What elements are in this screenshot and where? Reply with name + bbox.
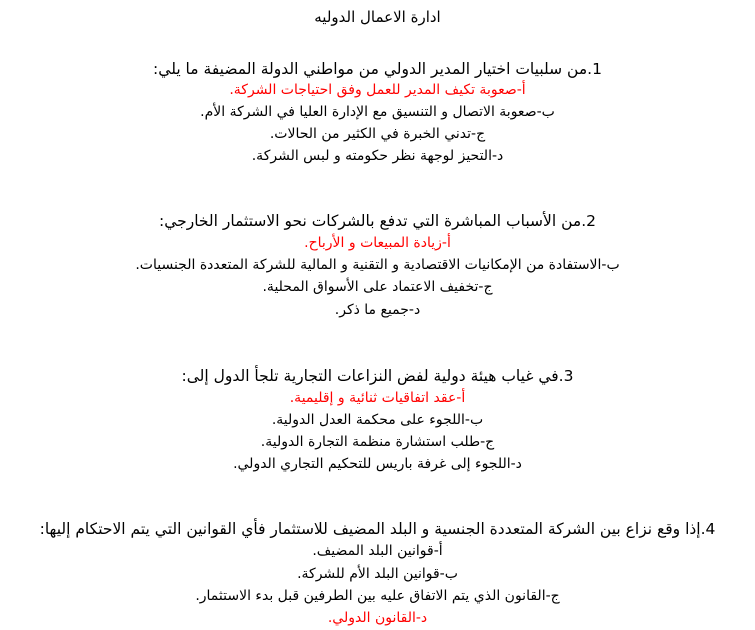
option-b: ب-اللجوء على محكمة العدل الدولية. [271,412,484,428]
option-b: ب-قوانين البلد الأم للشركة. [297,566,458,582]
question-text: 1.من سلبيات اختيار المدير الدولي من مواطني الدولة المضيفة ما يلي: [153,60,602,78]
option-c: ج-القانون الذي يتم الاتفاق عليه بين الطرفين قبل بدء الاستثمار. [195,588,560,604]
option-d: د-القانون الدولي. [327,610,428,626]
option-d: د-اللجوء إلى غرفة باريس للتحكيم التجاري الدولي. [233,456,522,472]
option-a: أ-عقد اتفاقيات ثنائية و إقليمية. [289,390,466,406]
option-b: ب-صعوبة الاتصال و التنسيق مع الإدارة العليا في الشركة الأم. [200,104,555,120]
option-c: ج-تدني الخبرة في الكثير من الحالات. [269,126,486,142]
document-title: ادارة الاعمال الدوليه [314,8,441,26]
option-d: د-التحيز لوجهة نظر حكومته و لبس الشركة. [251,148,504,164]
option-a: أ-زيادة المبيعات و الأرباح. [304,235,451,251]
option-a: أ-قوانين البلد المضيف. [312,543,443,559]
option-a: أ-صعوبة تكيف المدير للعمل وفق احتياجات الشركة. [229,82,526,98]
question-text: 3.في غياب هيئة دولية لفض النزاعات التجارية تلجأ الدول إلى: [181,367,574,385]
option-c: ج-طلب استشارة منظمة التجارة الدولية. [260,434,495,450]
option-c: ج-تخفيف الاعتماد على الأسواق المحلية. [262,279,493,295]
question-text: 2.من الأسباب المباشرة التي تدفع بالشركات نحو الاستثمار الخارجي: [158,212,596,230]
option-d: د-جميع ما ذكر. [334,302,421,318]
option-b: ب-الاستفادة من الإمكانيات الاقتصادية و التقنية و المالية للشركة المتعددة الجنسيات. [135,257,620,273]
question-text: 4.إذا وقع نزاع بين الشركة المتعددة الجنسية و البلد المضيف للاستثمار فأي القوانين التي يتم الاحتكام إليها: [39,520,716,538]
